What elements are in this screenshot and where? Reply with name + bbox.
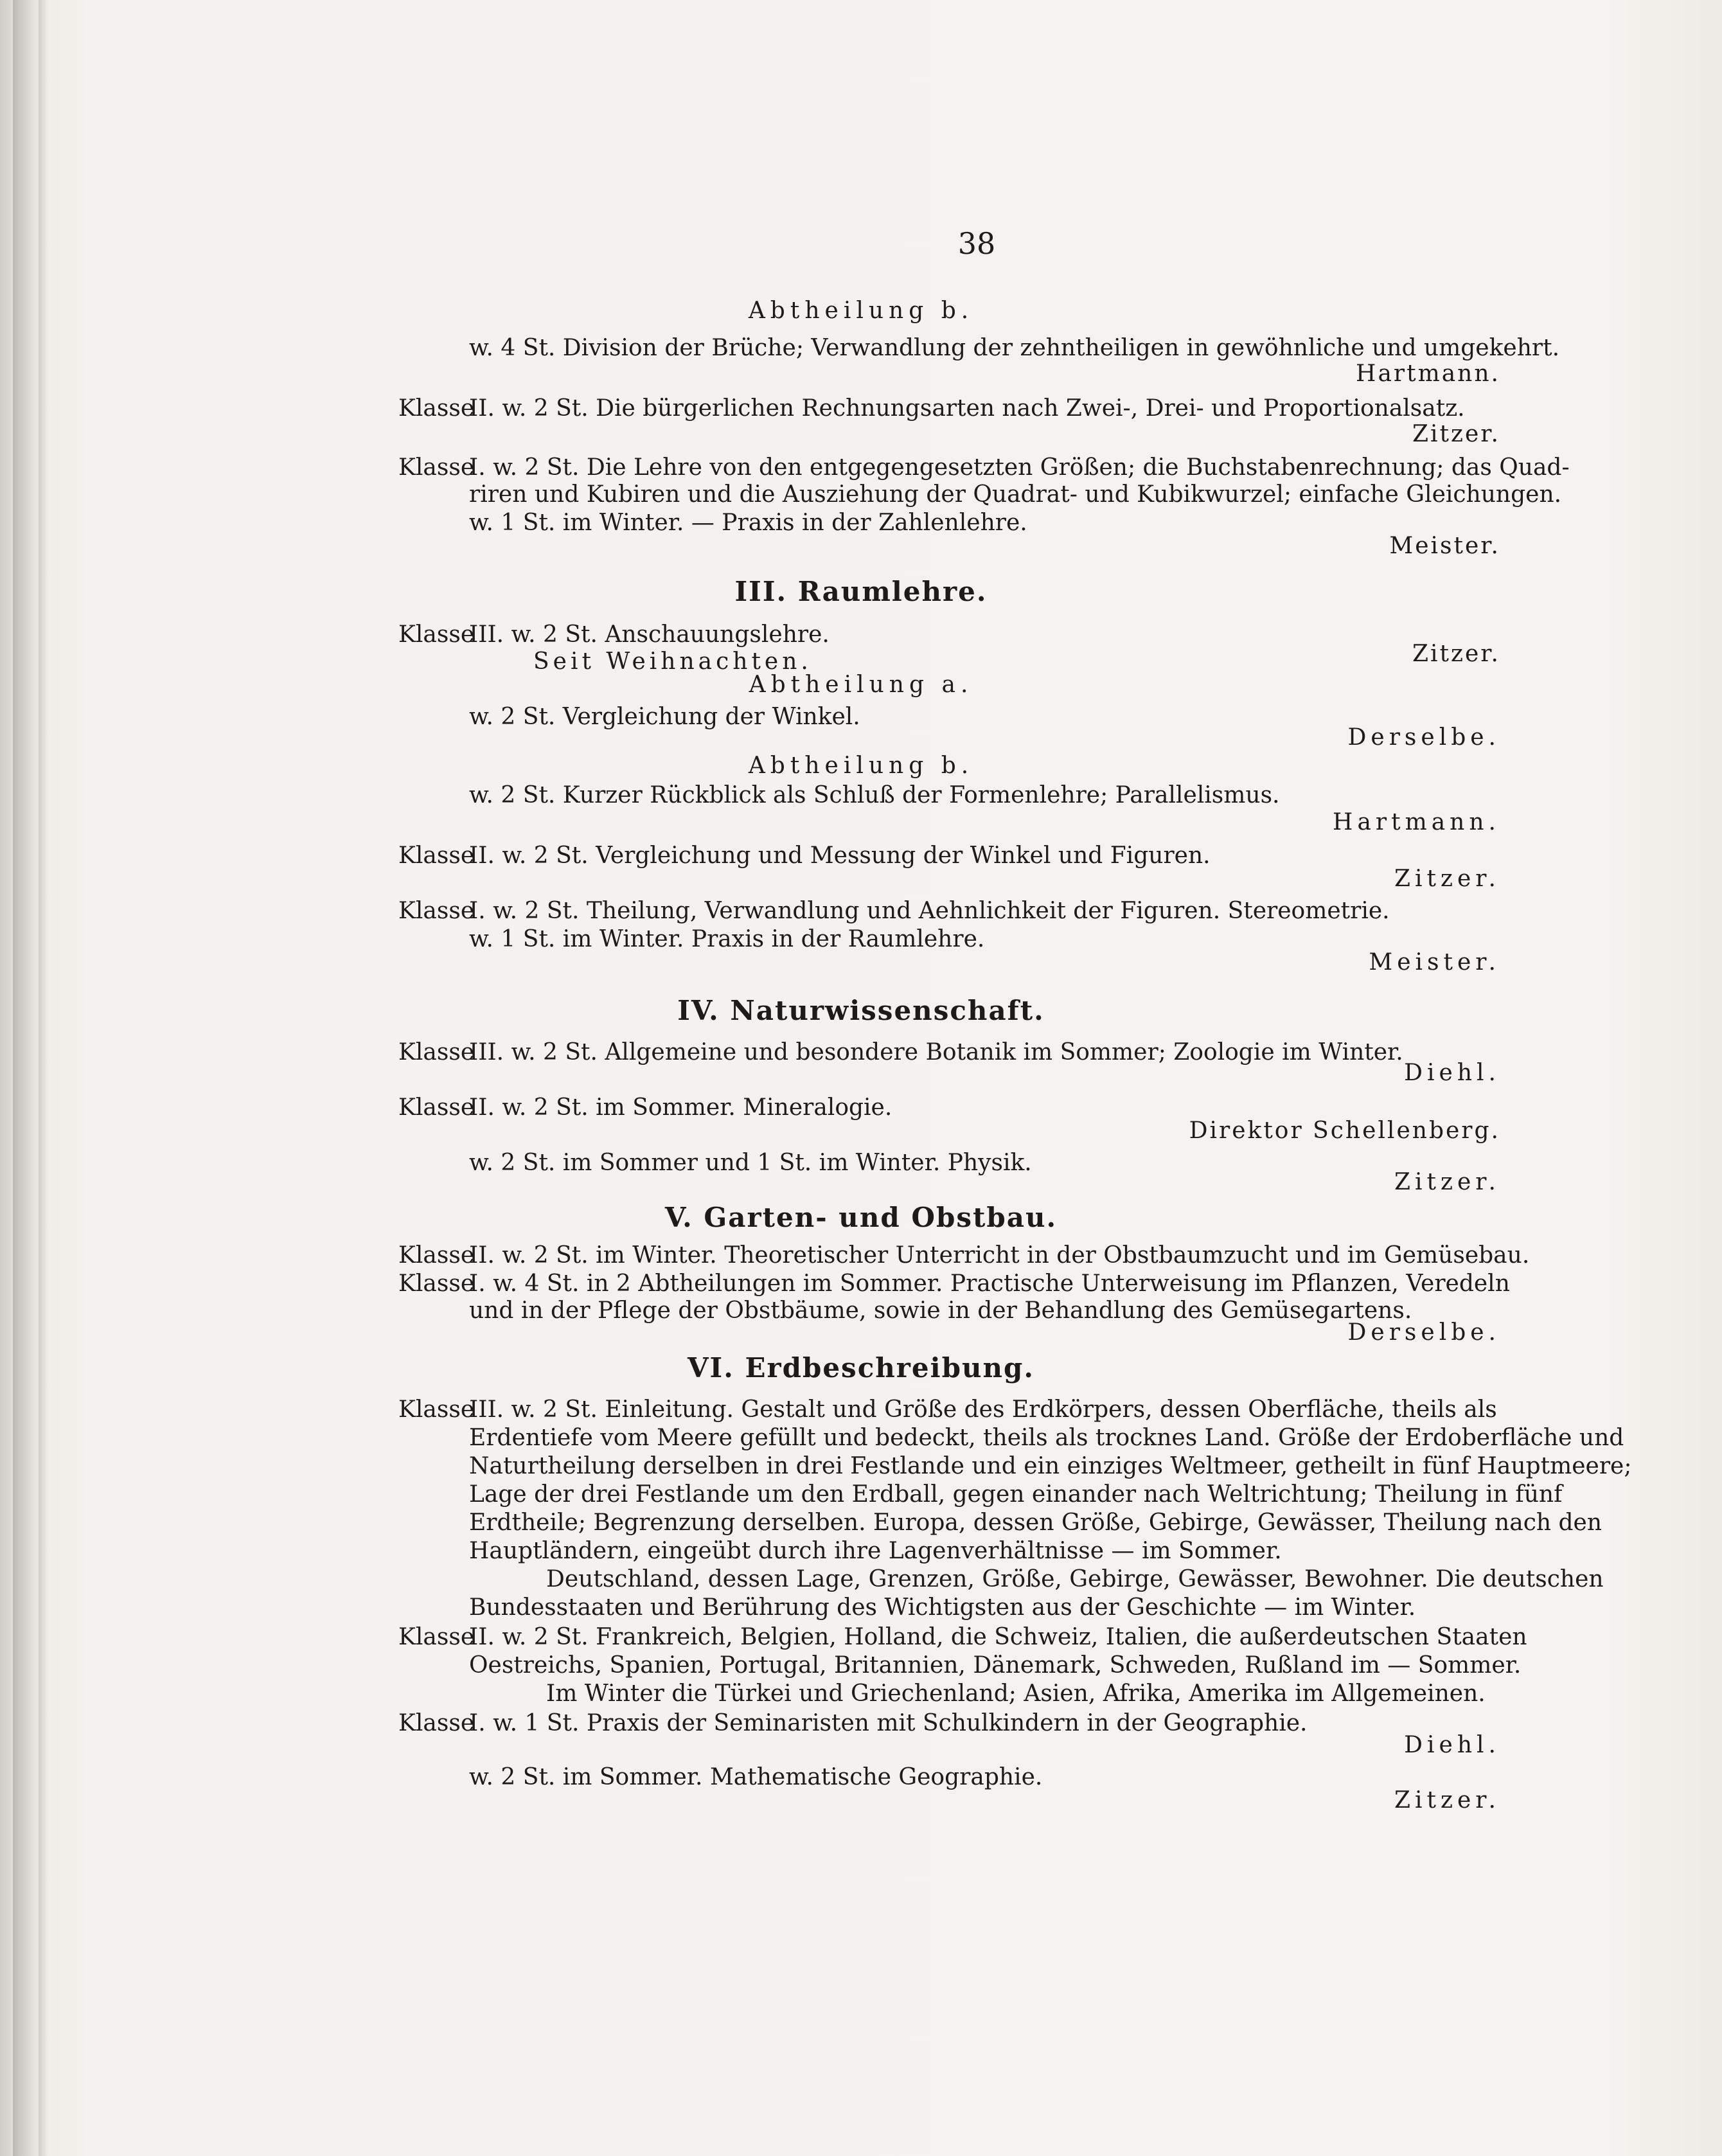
text-line: Lage der drei Festlande um den Erdball, gegen einander nach Weltrichtung; Theilung in fünf: [469, 1481, 1563, 1508]
text-line: I. w. 4 St. in 2 Abtheilungen im Sommer. Practische Unterweisung im Pflanzen, Veredeln: [469, 1270, 1510, 1297]
class-label: Klasse: [398, 1710, 475, 1736]
class-label: Klasse: [398, 454, 475, 481]
text-line: II. w. 2 St. Frankreich, Belgien, Holland, die Schweiz, Italien, die außerdeutschen Staaten: [469, 1624, 1527, 1650]
text-line: III. w. 2 St. Allgemeine und besondere Botanik im Sommer; Zoologie im Winter.: [469, 1039, 1403, 1065]
teacher-signature: Hartmann.: [1356, 361, 1500, 387]
text-line: w. 2 St. im Sommer und 1 St. im Winter. Physik.: [469, 1150, 1032, 1176]
text-line: Im Winter die Türkei und Griechenland; Asien, Afrika, Amerika im Allgemeinen.: [546, 1680, 1486, 1707]
subheading-abtheilung-b: Abtheilung b.: [748, 753, 974, 779]
teacher-signature: Direktor Schellenberg.: [1189, 1118, 1500, 1144]
text-line: w. 1 St. im Winter. Praxis in der Raumlehre.: [469, 926, 985, 952]
teacher-signature: Zitzer.: [1412, 421, 1500, 447]
teacher-signature: Zitzer.: [1412, 641, 1500, 667]
teacher-signature: Diehl.: [1404, 1060, 1500, 1086]
text-line: Erdentiefe vom Meere gefüllt und bedeckt, theils als trocknes Land. Größe der Erdoberfläche und: [469, 1425, 1624, 1451]
section-heading-raumlehre: III. Raumlehre.: [734, 576, 988, 607]
text-line: III. w. 2 St. Einleitung. Gestalt und Größe des Erdkörpers, dessen Oberfläche, theils als: [469, 1396, 1497, 1423]
text-line: Seit Weihnachten.: [533, 648, 812, 675]
text-line: Bundesstaaten und Berührung des Wichtigsten aus der Geschichte — im Winter.: [469, 1594, 1416, 1621]
class-label: Klasse: [398, 842, 475, 869]
text-line: und in der Pflege der Obstbäume, sowie in der Behandlung des Gemüsegartens.: [469, 1297, 1412, 1324]
text-line: w. 4 St. Division der Brüche; Verwandlung der zehntheiligen in gewöhnliche und umgekehrt.: [469, 335, 1560, 361]
class-label: Klasse: [398, 1270, 475, 1297]
class-label: Klasse: [398, 395, 475, 422]
teacher-signature: Diehl.: [1404, 1732, 1500, 1758]
class-label: Klasse: [398, 1039, 475, 1065]
text-line: riren und Kubiren und die Ausziehung der Quadrat- und Kubikwurzel; einfache Gleichungen.: [469, 481, 1562, 508]
text-line: Naturtheilung derselben in drei Festlande und ein einziges Weltmeer, getheilt in fünf Hauptmeere;: [469, 1453, 1632, 1479]
teacher-signature: Meister.: [1369, 949, 1500, 976]
section-heading-garten-obstbau: V. Garten- und Obstbau.: [664, 1202, 1058, 1233]
text-line: w. 1 St. im Winter. — Praxis in der Zahlenlehre.: [469, 510, 1027, 536]
text-line: Deutschland, dessen Lage, Grenzen, Größe, Gebirge, Gewässer, Bewohner. Die deutschen: [546, 1566, 1604, 1592]
text-line: II. w. 2 St. Die bürgerlichen Rechnungsarten nach Zwei-, Drei- und Proportionalsatz.: [469, 395, 1465, 422]
text-line: w. 2 St. Kurzer Rückblick als Schluß der Formenlehre; Parallelismus.: [469, 782, 1280, 808]
text-line: Oestreichs, Spanien, Portugal, Britannien, Dänemark, Schweden, Rußland im — Sommer.: [469, 1652, 1522, 1679]
teacher-signature: Zitzer.: [1394, 866, 1500, 892]
teacher-signature: Meister.: [1389, 533, 1500, 559]
text-line: Erdtheile; Begrenzung derselben. Europa, dessen Größe, Gebirge, Gewässer, Theilung nach den: [469, 1510, 1602, 1536]
teacher-signature: Derselbe.: [1347, 724, 1500, 751]
class-label: Klasse: [398, 898, 475, 924]
text-line: I. w. 2 St. Die Lehre von den entgegengesetzten Größen; die Buchstabenrechnung; das Quad-: [469, 454, 1570, 481]
text-line: I. w. 1 St. Praxis der Seminaristen mit Schulkindern in der Geographie.: [469, 1710, 1308, 1736]
teacher-signature: Zitzer.: [1394, 1787, 1500, 1813]
text-line: w. 2 St. im Sommer. Mathematische Geographie.: [469, 1764, 1043, 1790]
teacher-signature: Derselbe.: [1347, 1319, 1500, 1346]
class-label: Klasse: [398, 1094, 475, 1121]
text-line: I. w. 2 St. Theilung, Verwandlung und Aehnlichkeit der Figuren. Stereometrie.: [469, 898, 1390, 924]
teacher-signature: Hartmann.: [1333, 809, 1500, 835]
class-label: Klasse: [398, 1396, 475, 1423]
teacher-signature: Zitzer.: [1394, 1169, 1500, 1195]
page-number: 38: [957, 226, 996, 261]
section-heading-erdbeschreibung: VI. Erdbeschreibung.: [687, 1352, 1035, 1384]
section-heading-naturwissenschaft: IV. Naturwissenschaft.: [677, 995, 1045, 1026]
text-line: Hauptländern, eingeübt durch ihre Lagenverhältnisse — im Sommer.: [469, 1538, 1282, 1564]
class-label: Klasse: [398, 1242, 475, 1269]
text-line: II. w. 2 St. Vergleichung und Messung der Winkel und Figuren.: [469, 842, 1211, 869]
text-line: II. w. 2 St. im Sommer. Mineralogie.: [469, 1094, 892, 1121]
subheading-abtheilung-a: Abtheilung a.: [749, 672, 973, 698]
class-label: Klasse: [398, 1624, 475, 1650]
subheading-abtheilung-b: Abtheilung b.: [748, 298, 974, 324]
text-line: w. 2 St. Vergleichung der Winkel.: [469, 704, 860, 730]
text-line: III. w. 2 St. Anschauungslehre.: [469, 621, 830, 648]
class-label: Klasse: [398, 621, 475, 648]
text-line: II. w. 2 St. im Winter. Theoretischer Unterricht in der Obstbaumzucht und im Gemüsebau.: [469, 1242, 1530, 1269]
